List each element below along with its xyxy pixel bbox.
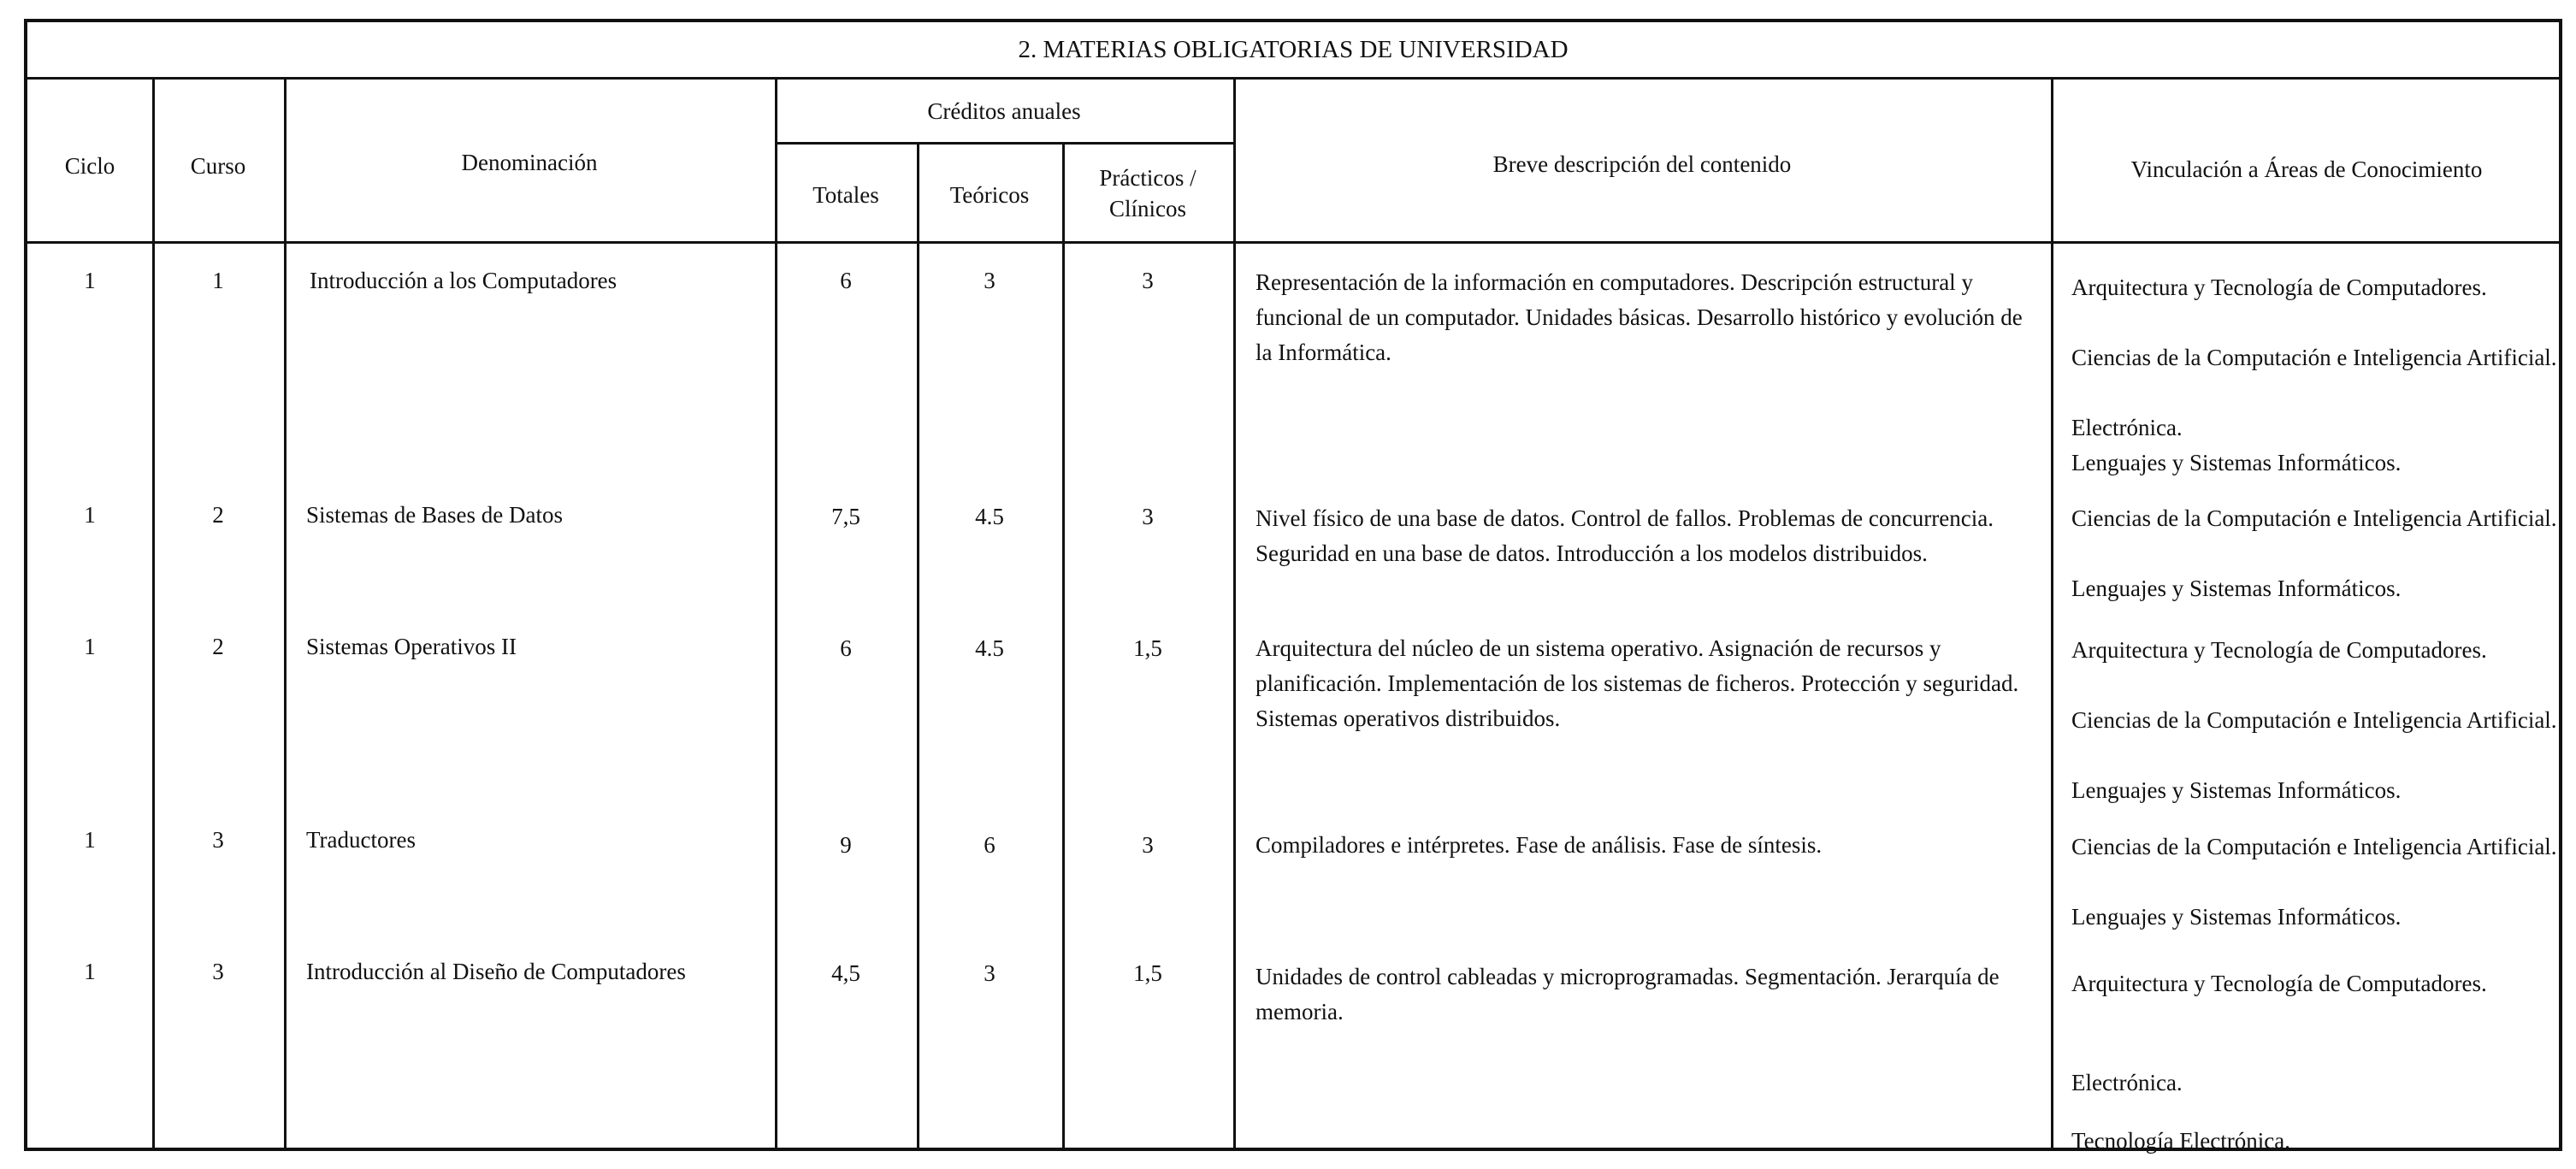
header-vinculacion: Vinculación a Áreas de Conocimiento (2130, 156, 2483, 182)
column-divider (1233, 77, 1236, 1148)
cell-totales: 6 (840, 268, 852, 293)
cell-ciclo: 1 (84, 502, 96, 528)
cell-practicos: 1,5 (1133, 635, 1162, 661)
cell-descripcion: Arquitectura del núcleo de un sistema operativo. Asignación de recursos y planificación. Implementación de los sistemas de ficheros. Protección y seguridad. Sistemas operativos distribuidos. (1256, 635, 2019, 731)
cell-area: Arquitectura y Tecnología de Computadores. (2071, 637, 2487, 663)
cell-area: Electrónica. (2071, 415, 2183, 440)
cell-totales: 9 (840, 832, 852, 858)
cell-denominacion: Introducción a los Computadores (310, 268, 617, 293)
cell-totales: 6 (840, 635, 852, 661)
cell-teoricos: 3 (984, 268, 996, 293)
header-descripcion: Breve descripción del contenido (1492, 151, 1792, 177)
cell-curso: 3 (212, 827, 224, 853)
header-teoricos: Teóricos (949, 182, 1030, 208)
cell-practicos: 1,5 (1133, 960, 1162, 986)
column-divider (284, 77, 287, 1148)
cell-curso: 1 (212, 268, 224, 293)
cell-area: Arquitectura y Tecnología de Computadores. (2071, 275, 2487, 300)
cell-area: Lenguajes y Sistemas Informáticos. (2071, 904, 2402, 930)
cell-curso: 2 (212, 502, 224, 528)
cell-ciclo: 1 (84, 268, 96, 293)
cell-ciclo: 1 (84, 827, 96, 853)
header-denominacion: Denominación (461, 150, 598, 175)
cell-curso: 3 (212, 959, 224, 984)
cell-denominacion: Traductores (306, 827, 416, 853)
cell-area: Ciencias de la Computación e Inteligencia Artificial. (2071, 834, 2557, 859)
cell-area: Ciencias de la Computación e Inteligencia Artificial. (2071, 505, 2557, 531)
cell-area: Lenguajes y Sistemas Informáticos. (2071, 450, 2402, 475)
cell-descripcion: Representación de la información en computadores. Descripción estructural y funcional de un computador. Unidades básicas. Desarrollo histórico y evolución de la Informática. (1256, 269, 2023, 365)
header-curso: Curso (190, 153, 246, 179)
header-ciclo: Ciclo (64, 153, 115, 179)
cell-practicos: 3 (1142, 832, 1154, 858)
cell-area: Lenguajes y Sistemas Informáticos. (2071, 576, 2402, 601)
cell-teoricos: 3 (984, 960, 996, 986)
cell-area: Electrónica. (2071, 1070, 2183, 1095)
cell-area: Ciencias de la Computación e Inteligencia Artificial. (2071, 707, 2557, 733)
cell-curso: 2 (212, 634, 224, 659)
cell-practicos: 3 (1142, 504, 1154, 529)
cell-descripcion: Unidades de control cableadas y microprogramadas. Segmentación. Jerarquía de memoria. (1256, 964, 2000, 1024)
cell-area: Ciencias de la Computación e Inteligencia Artificial. (2071, 345, 2557, 370)
header-practicos: Prácticos / Clínicos (1099, 165, 1196, 221)
header-divider (27, 241, 2559, 244)
table-title: 2. MATERIAS OBLIGATORIAS DE UNIVERSIDAD (27, 22, 2559, 80)
header-totales: Totales (812, 182, 879, 208)
cell-descripcion: Compiladores e intérpretes. Fase de análisis. Fase de síntesis. (1256, 832, 1823, 858)
cell-teoricos: 4.5 (975, 504, 1004, 529)
cell-area: Lenguajes y Sistemas Informáticos. (2071, 777, 2402, 803)
cell-teoricos: 4.5 (975, 635, 1004, 661)
header-creditos: Créditos anuales (927, 98, 1081, 124)
cell-area: Arquitectura y Tecnología de Computadores. (2071, 971, 2487, 996)
cell-area: Tecnología Electrónica. (2071, 1128, 2290, 1154)
cell-denominacion: Sistemas de Bases de Datos (306, 502, 563, 528)
cell-practicos: 3 (1142, 268, 1154, 293)
header-subdivider (775, 142, 1233, 145)
cell-denominacion: Introducción al Diseño de Computadores (306, 959, 686, 984)
cell-totales: 7,5 (831, 504, 860, 529)
cell-totales: 4,5 (831, 960, 860, 986)
cell-teoricos: 6 (984, 832, 996, 858)
column-divider (2051, 77, 2053, 1148)
cell-ciclo: 1 (84, 634, 96, 659)
cell-descripcion: Nivel físico de una base de datos. Control de fallos. Problemas de concurrencia. Seguridad en una base de datos. Introducción a los modelos distribuidos. (1256, 505, 1994, 566)
cell-ciclo: 1 (84, 959, 96, 984)
cell-denominacion: Sistemas Operativos II (306, 634, 517, 659)
course-table (24, 19, 2562, 1154)
